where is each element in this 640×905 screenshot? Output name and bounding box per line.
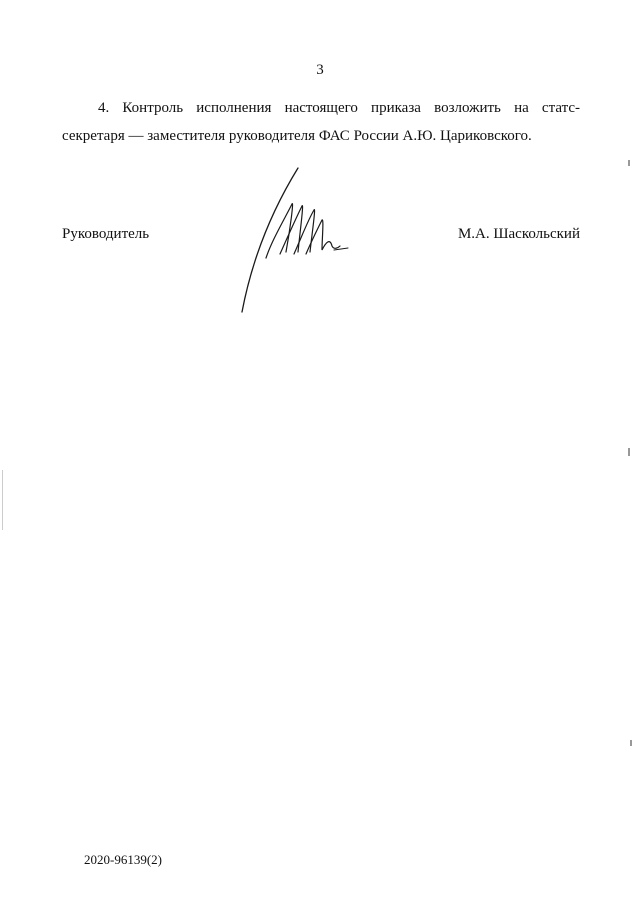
paragraph-line-2: секретаря — заместителя руководителя ФАС России А.Ю. Цариковского.	[62, 128, 532, 144]
page-number: 3	[316, 62, 324, 78]
signer-name: М.А. Шаскольский	[457, 226, 580, 242]
scan-edge-mark	[628, 448, 630, 456]
scan-edge-mark	[2, 470, 3, 530]
paragraph-line-1: 4. Контроль исполнения настоящего приказа возложить на статс-	[98, 100, 580, 116]
scan-edge-mark	[628, 160, 630, 166]
document-code: 2020-96139(2)	[84, 852, 162, 867]
scan-edge-mark	[630, 740, 632, 746]
signer-title: Руководитель	[62, 226, 150, 242]
order-paragraph	[62, 94, 580, 150]
handwritten-signature	[236, 160, 356, 320]
